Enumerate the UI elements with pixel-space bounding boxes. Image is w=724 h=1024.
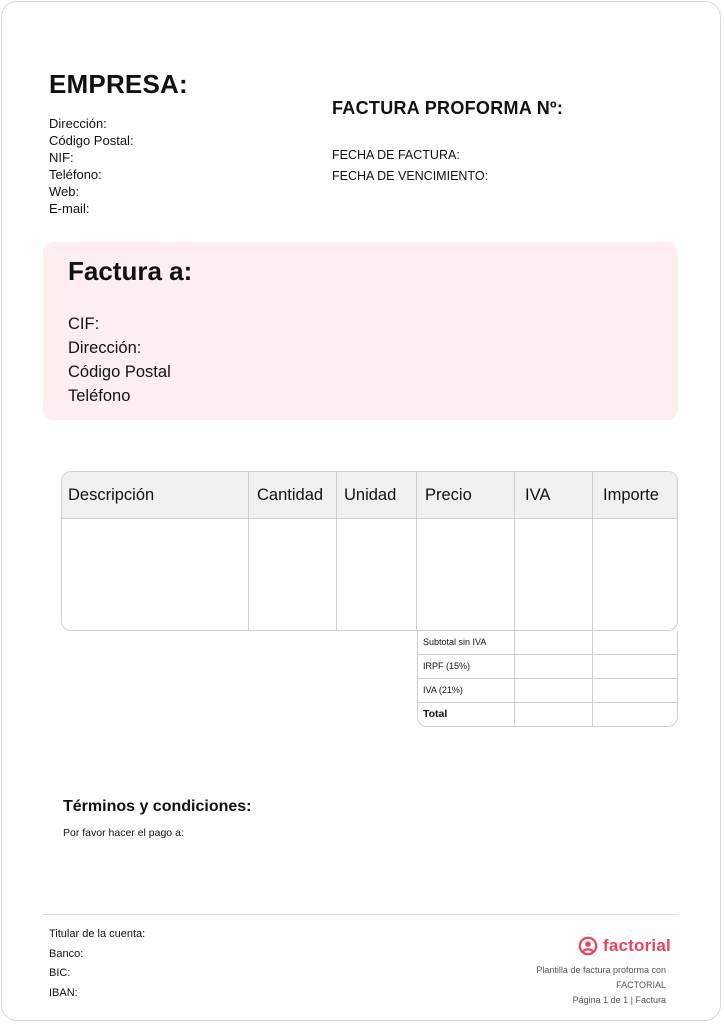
items-table (61, 471, 678, 631)
factorial-logo (578, 935, 671, 957)
totals-table (417, 631, 678, 727)
company-phone-label: Teléfono: (49, 167, 102, 182)
bank-bic-label: BIC: (49, 967, 71, 979)
bill-to-cif-label: CIF: (68, 315, 100, 333)
bill-to-section (43, 242, 678, 420)
factorial-logo-text: factorial (603, 936, 671, 955)
company-web-label: Web: (49, 184, 80, 199)
header-vat: IVA (525, 486, 551, 504)
company-nif-label: NIF: (49, 150, 74, 165)
factorial-logo-icon (578, 936, 598, 956)
totals-label: IVA (21%) (423, 685, 463, 695)
footer-note-line: Plantilla de factura proforma con (536, 965, 666, 975)
bill-to-phone-label: Teléfono (68, 387, 131, 405)
header-quantity: Cantidad (257, 486, 324, 504)
footer-page-indicator: Página 1 de 1 | Factura (572, 995, 666, 1005)
bank-account-holder-label: Titular de la cuenta: (49, 928, 146, 940)
header-description: Descripción (68, 486, 155, 504)
column-divider (592, 472, 593, 630)
invoice-title: FACTURA PROFORMA Nº: (332, 98, 564, 118)
bill-to-postal-code-label: Código Postal (68, 363, 171, 381)
terms-title: Términos y condiciones: (63, 798, 252, 815)
bank-fields (49, 925, 145, 1003)
totals-column-divider (592, 631, 593, 726)
invoice-due-date-label: FECHA DE VENCIMIENTO: (332, 169, 489, 183)
bill-to-address-label: Dirección: (68, 339, 142, 357)
column-divider (514, 472, 515, 630)
company-postal-code-label: Código Postal: (49, 133, 134, 148)
totals-row-irpf (418, 655, 677, 679)
invoice-date-label: FECHA DE FACTURA: (332, 148, 460, 162)
footer-note-line: FACTORIAL (616, 980, 666, 990)
bank-iban-label: IBAN: (49, 986, 78, 999)
column-divider (248, 472, 249, 630)
invoice-fields (332, 145, 488, 187)
company-fields (49, 115, 134, 217)
bill-to-fields (68, 312, 171, 408)
totals-row-vat (418, 679, 677, 703)
totals-label: IRPF (15%) (423, 661, 471, 671)
footer-divider (43, 914, 678, 915)
column-divider (336, 472, 337, 630)
totals-row-subtotal (418, 631, 677, 655)
header-unit: Unidad (344, 486, 397, 504)
invoice-page (1, 1, 721, 1021)
bill-to-title: Factura a: (68, 256, 193, 286)
company-email-label: E-mail: (49, 201, 90, 216)
company-address-label: Dirección: (49, 116, 107, 131)
totals-column-divider (514, 631, 515, 726)
totals-label: Total (423, 708, 448, 720)
totals-row-total (418, 703, 677, 727)
company-title: EMPRESA: (49, 69, 188, 99)
totals-label: Subtotal sin IVA (423, 637, 487, 647)
terms-text: Por favor hacer el pago a: (63, 827, 184, 839)
header-price: Precio (425, 486, 472, 504)
bank-name-label: Banco: (49, 947, 84, 960)
footer-note (536, 963, 666, 1008)
header-amount: Importe (603, 486, 659, 504)
column-divider (416, 472, 417, 630)
